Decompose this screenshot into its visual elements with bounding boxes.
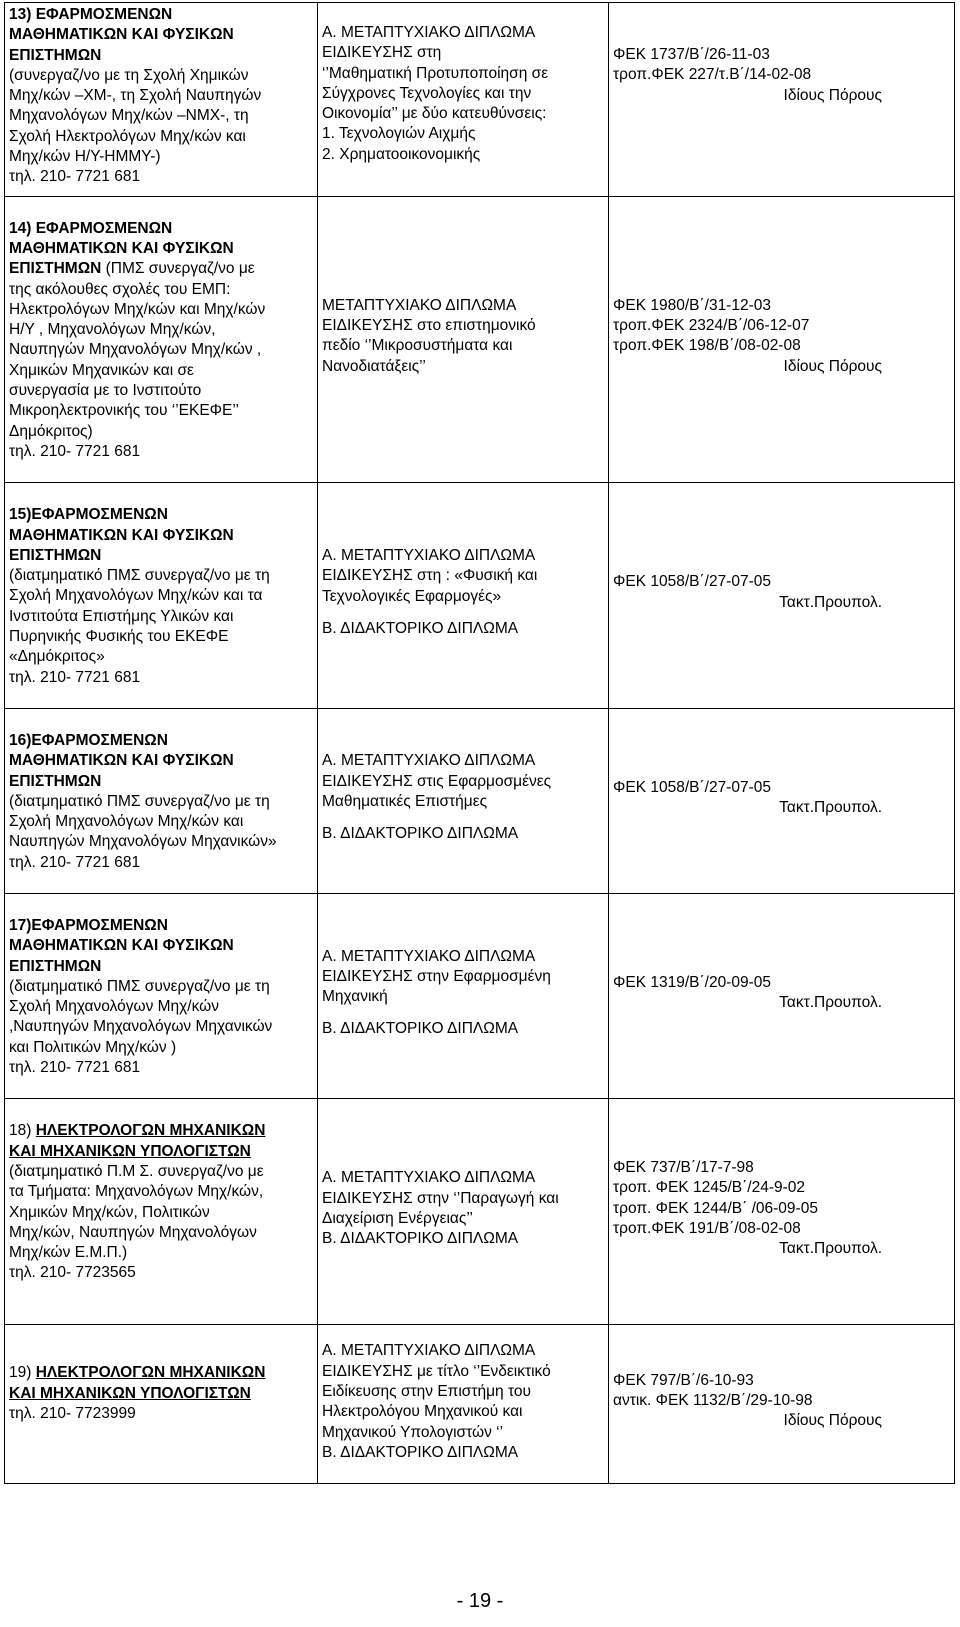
department-line: ΜΑΘΗΜΑΤΙΚΩΝ ΚΑΙ ΦΥΣΙΚΩΝ <box>9 526 234 544</box>
department-line: τηλ. 210- 7721 681 <box>9 168 141 186</box>
department-line <box>9 1363 313 1383</box>
department-line: 13) ΕΦΑΡΜΟΣΜΕΝΩΝ <box>9 6 173 23</box>
funding-source: Τακτ.Προυπολ. <box>779 1240 882 1258</box>
department-line: ΜΑΘΗΜΑΤΙΚΩΝ ΚΑΙ ΦΥΣΙΚΩΝ <box>9 26 234 44</box>
funding-source: Τακτ.Προυπολ. <box>779 994 882 1012</box>
department-line: ΜΑΘΗΜΑΤΙΚΩΝ ΚΑΙ ΦΥΣΙΚΩΝ <box>9 239 234 257</box>
department-line: Ναυπηγών Μηχανολόγων Μηχ/κών , <box>9 341 262 359</box>
department-line: Χημικών Μηχανικών και σε <box>9 361 194 379</box>
department-line <box>9 1121 313 1141</box>
degree-line: Α. ΜΕΤΑΠΤΥΧΙΑΚΟ ΔΙΠΛΩΜΑ <box>322 1169 536 1187</box>
gazette-ref-line: ΦΕΚ 797/Β΄/6-10-93 <box>613 1371 754 1389</box>
department-line: 16)ΕΦΑΡΜΟΣΜΕΝΩΝ <box>9 731 168 749</box>
department-line: Μηχ/κών, Ναυπηγών Μηχανολόγων <box>9 1223 257 1241</box>
degree-line: Μηχανική <box>322 988 388 1006</box>
program-department-cell <box>5 1325 318 1484</box>
gazette-ref-line: ΦΕΚ 737/Β΄/17-7-98 <box>613 1159 754 1177</box>
table-row <box>5 483 955 709</box>
document-page <box>4 2 954 1484</box>
degree-line: Διαχείριση Ενέργειας’’ <box>322 1209 473 1227</box>
department-line: (διατμηματικό Π.Μ Σ. συνεργαζ/νο με <box>9 1162 264 1180</box>
gazette-ref-line: ΦΕΚ 1058/Β΄/27-07-05 <box>613 778 771 796</box>
page-number: - 19 - <box>456 1590 504 1612</box>
degree-line: ΕΙΔΙΚΕΥΣΗΣ με τίτλο ‘’Ενδεικτικό <box>322 1362 551 1380</box>
degree-line: ΕΙΔΙΚΕΥΣΗΣ στη : «Φυσική και <box>322 567 538 585</box>
department-line: 15)ΕΦΑΡΜΟΣΜΕΝΩΝ <box>9 506 168 524</box>
department-line: τηλ. 210- 7723565 <box>9 1264 136 1282</box>
gazette-ref-line: τροπ. ΦΕΚ 1244/Β΄ /06-09-05 <box>613 1199 818 1217</box>
department-line: τηλ. 210- 7721 681 <box>9 1059 141 1077</box>
department-heading-part: ΗΛΕΚΤΡΟΛΟΓΩΝ ΜΗΧΑΝΙΚΩΝ <box>35 1122 266 1140</box>
spacer <box>322 607 604 619</box>
department-line: ΜΑΘΗΜΑΤΙΚΩΝ ΚΑΙ ΦΥΣΙΚΩΝ <box>9 752 234 770</box>
degree-line: 1. Τεχνολογιών Αιχμής <box>322 125 476 143</box>
gazette-ref-line: αντικ. ΦΕΚ 1132/Β΄/29-10-98 <box>613 1392 813 1410</box>
department-line: 14) ΕΦΑΡΜΟΣΜΕΝΩΝ <box>9 219 173 237</box>
gazette-ref-line: τροπ.ΦΕΚ 2324/Β΄/06-12-07 <box>613 317 810 335</box>
program-gazette-cell <box>609 1325 955 1484</box>
department-note-part: (ΠΜΣ συνεργαζ/νο με <box>101 260 255 278</box>
program-degree-cell <box>318 3 609 197</box>
department-line: ΜΑΘΗΜΑΤΙΚΩΝ ΚΑΙ ΦΥΣΙΚΩΝ <box>9 937 234 955</box>
degree-line: Οικονομία’’ με δύο κατευθύνσεις: <box>322 105 547 123</box>
program-gazette-cell <box>609 196 955 483</box>
degree-line: Β. ΔΙΔΑΚΤΟΡΙΚΟ ΔΙΠΛΩΜΑ <box>322 1443 519 1461</box>
table-row <box>5 3 955 197</box>
degree-line: Β. ΔΙΔΑΚΤΟΡΙΚΟ ΔΙΠΛΩΜΑ <box>322 1230 519 1248</box>
degree-line: Νανοδιατάξεις’’ <box>322 357 426 375</box>
department-line: Σχολή Ηλεκτρολόγων Μηχ/κών και <box>9 127 246 145</box>
department-line: (διατμηματικό ΠΜΣ συνεργαζ/νο με τη <box>9 567 270 585</box>
item-number: 18) <box>9 1122 36 1140</box>
gazette-ref-line: ΦΕΚ 1058/Β΄/27-07-05 <box>613 573 771 591</box>
degree-line: Α. ΜΕΤΑΠΤΥΧΙΑΚΟ ΔΙΠΛΩΜΑ <box>322 1342 536 1360</box>
degree-line: ‘’Μαθηματική Προτυποποίηση σε <box>322 64 549 82</box>
program-department-cell <box>5 708 318 893</box>
table-row <box>5 1325 955 1484</box>
spacer <box>322 1007 604 1019</box>
department-line: ΕΠΙΣΤΗΜΩΝ <box>9 957 102 975</box>
item-number: 19) <box>9 1364 36 1382</box>
department-heading-part: ΕΠΙΣΤΗΜΩΝ <box>9 260 102 278</box>
department-line: συνεργασία με το Ινστιτούτο <box>9 382 202 400</box>
doctoral-degree-line: Β. ΔΙΔΑΚΤΟΡΙΚΟ ΔΙΠΛΩΜΑ <box>322 825 519 843</box>
degree-line: ΕΙΔΙΚΕΥΣΗΣ στο επιστημονικό <box>322 317 536 335</box>
funding-source: Τακτ.Προυπολ. <box>779 593 882 611</box>
department-line: «Δημόκριτος» <box>9 648 105 666</box>
department-line: (συνεργαζ/νο με τη Σχολή Χημικών <box>9 66 249 84</box>
degree-line: Μαθηματικές Επιστήμες <box>322 792 488 810</box>
department-line: Σχολή Μηχανολόγων Μηχ/κών και <box>9 813 244 831</box>
degree-line: Ειδίκευσης στην Επιστήμη του <box>322 1382 531 1400</box>
degree-line: Σύγχρονες Τεχνολογίες και την <box>322 84 532 102</box>
table-row <box>5 1099 955 1325</box>
funding-source: Ιδίους Πόρους <box>783 86 882 104</box>
degree-line: ΕΙΔΙΚΕΥΣΗΣ στις Εφαρμοσμένες <box>322 772 552 790</box>
program-department-cell <box>5 893 318 1098</box>
program-department-cell <box>5 483 318 709</box>
department-line: Δημόκριτος) <box>9 422 93 440</box>
department-line: Πυρηνικής Φυσικής του ΕΚΕΦΕ <box>9 628 229 646</box>
program-degree-cell <box>318 893 609 1098</box>
program-gazette-cell <box>609 3 955 197</box>
degree-line: ΕΙΔΙΚΕΥΣΗΣ στην Εφαρμοσμένη <box>322 967 551 985</box>
gazette-ref-line: ΦΕΚ 1319/Β΄/20-09-05 <box>613 973 771 991</box>
degree-line: Α. ΜΕΤΑΠΤΥΧΙΑΚΟ ΔΙΠΛΩΜΑ <box>322 546 536 564</box>
department-line: τηλ. 210- 7721 681 <box>9 442 141 460</box>
funding-source: Ιδίους Πόρους <box>783 357 882 375</box>
department-line: Ινστιτούτα Επιστήμης Υλικών και <box>9 607 234 625</box>
program-gazette-cell <box>609 483 955 709</box>
program-department-cell <box>5 196 318 483</box>
funding-source: Τακτ.Προυπολ. <box>779 798 882 816</box>
degree-line: ΕΙΔΙΚΕΥΣΗΣ στη <box>322 44 442 62</box>
program-department-cell <box>5 1099 318 1325</box>
department-line: τηλ. 210- 7721 681 <box>9 668 141 686</box>
gazette-ref-line: τροπ.ΦΕΚ 227/τ.Β΄/14-02-08 <box>613 66 812 84</box>
department-line: Ηλεκτρολόγων Μηχ/κών και Μηχ/κών <box>9 300 266 318</box>
degree-line: Α. ΜΕΤΑΠΤΥΧΙΑΚΟ ΔΙΠΛΩΜΑ <box>322 752 536 770</box>
degree-line: Ηλεκτρολόγου Μηχανικού και <box>322 1403 523 1421</box>
doctoral-degree-line: Β. ΔΙΔΑΚΤΟΡΙΚΟ ΔΙΠΛΩΜΑ <box>322 1020 519 1038</box>
program-degree-cell <box>318 1099 609 1325</box>
program-degree-cell <box>318 196 609 483</box>
program-department-cell <box>5 3 318 197</box>
table-row <box>5 196 955 483</box>
department-heading-part: ΗΛΕΚΤΡΟΛΟΓΩΝ ΜΗΧΑΝΙΚΩΝ <box>35 1364 266 1382</box>
department-line: ΕΠΙΣΤΗΜΩΝ <box>9 546 102 564</box>
gazette-ref-line: τροπ.ΦΕΚ 198/Β΄/08-02-08 <box>613 337 801 355</box>
department-line: τηλ. 210- 7721 681 <box>9 853 141 871</box>
department-line: Η/Υ , Μηχανολόγων Μηχ/κών, <box>9 321 216 339</box>
department-line: ,Ναυπηγών Μηχανολόγων Μηχανικών <box>9 1018 273 1036</box>
department-line: Ναυπηγών Μηχανολόγων Μηχανικών» <box>9 833 277 851</box>
department-line <box>9 259 313 279</box>
gazette-ref-line: ΦΕΚ 1737/Β΄/26-11-03 <box>613 46 770 63</box>
department-line: Σχολή Μηχανολόγων Μηχ/κών και τα <box>9 587 263 605</box>
department-line: τα Τμήματα: Μηχανολόγων Μηχ/κών, <box>9 1183 264 1201</box>
department-line: και Πολιτικών Μηχ/κών ) <box>9 1038 177 1056</box>
department-line: ΚΑΙ ΜΗΧΑΝΙΚΩΝ ΥΠΟΛΟΓΙΣΤΩΝ <box>9 1384 251 1402</box>
department-line: τηλ. 210- 7723999 <box>9 1404 136 1422</box>
degree-line: Α. ΜΕΤΑΠΤΥΧΙΑΚΟ ΔΙΠΛΩΜΑ <box>322 947 536 965</box>
gazette-ref-line: ΦΕΚ 1980/Β΄/31-12-03 <box>613 296 771 314</box>
degree-line: Α. ΜΕΤΑΠΤΥΧΙΑΚΟ ΔΙΠΛΩΜΑ <box>322 24 536 41</box>
program-gazette-cell <box>609 1099 955 1325</box>
program-gazette-cell <box>609 708 955 893</box>
degree-line: Μηχανικού Υπολογιστών ‘’ <box>322 1423 504 1441</box>
department-line: της ακόλουθες σχολές του ΕΜΠ: <box>9 280 231 298</box>
department-line: Σχολή Μηχανολόγων Μηχ/κών <box>9 998 220 1016</box>
table-row <box>5 893 955 1098</box>
programs-table <box>4 2 955 1484</box>
gazette-ref-line: τροπ. ΦΕΚ 1245/Β΄/24-9-02 <box>613 1179 806 1197</box>
department-line: (διατμηματικό ΠΜΣ συνεργαζ/νο με τη <box>9 977 270 995</box>
funding-source: Ιδίους Πόρους <box>783 1412 882 1430</box>
gazette-ref-line: τροπ.ΦΕΚ 191/Β΄/08-02-08 <box>613 1220 801 1237</box>
degree-line: 2. Χρηματοοικονομικής <box>322 145 481 163</box>
department-line: ΕΠΙΣΤΗΜΩΝ <box>9 772 102 790</box>
department-line: Μηχ/κών Ε.Μ.Π.) <box>9 1244 128 1262</box>
spacer <box>322 812 604 824</box>
department-line: 17)ΕΦΑΡΜΟΣΜΕΝΩΝ <box>9 916 168 934</box>
department-line: Μηχανολόγων Μηχ/κών –ΝΜΧ-, τη <box>9 107 249 125</box>
degree-line: πεδίο ‘’Μικροσυστήματα και <box>322 337 513 355</box>
department-line: (διατμηματικό ΠΜΣ συνεργαζ/νο με τη <box>9 792 270 810</box>
department-line: Χημικών Μηχ/κών, Πολιτικών <box>9 1203 210 1221</box>
department-line: ΚΑΙ ΜΗΧΑΝΙΚΩΝ ΥΠΟΛΟΓΙΣΤΩΝ <box>9 1142 251 1160</box>
program-degree-cell <box>318 708 609 893</box>
degree-line: ΕΙΔΙΚΕΥΣΗΣ στην ‘’Παραγωγή και <box>322 1189 559 1207</box>
department-line: Μηχ/κών Η/Υ-ΗΜΜΥ-) <box>9 148 161 166</box>
program-degree-cell <box>318 483 609 709</box>
program-degree-cell <box>318 1325 609 1484</box>
program-gazette-cell <box>609 893 955 1098</box>
department-line: Μηχ/κών –ΧΜ-, τη Σχολή Ναυπηγών <box>9 87 262 105</box>
table-row <box>5 708 955 893</box>
degree-line: Τεχνολογικές Εφαρμογές» <box>322 587 502 605</box>
doctoral-degree-line: Β. ΔΙΔΑΚΤΟΡΙΚΟ ΔΙΠΛΩΜΑ <box>322 619 519 637</box>
department-line: Μικροηλεκτρονικής του ‘’ΕΚΕΦΕ’’ <box>9 402 239 420</box>
department-line: ΕΠΙΣΤΗΜΩΝ <box>9 46 102 64</box>
degree-line: ΜΕΤΑΠΤΥΧΙΑΚΟ ΔΙΠΛΩΜΑ <box>322 296 517 314</box>
